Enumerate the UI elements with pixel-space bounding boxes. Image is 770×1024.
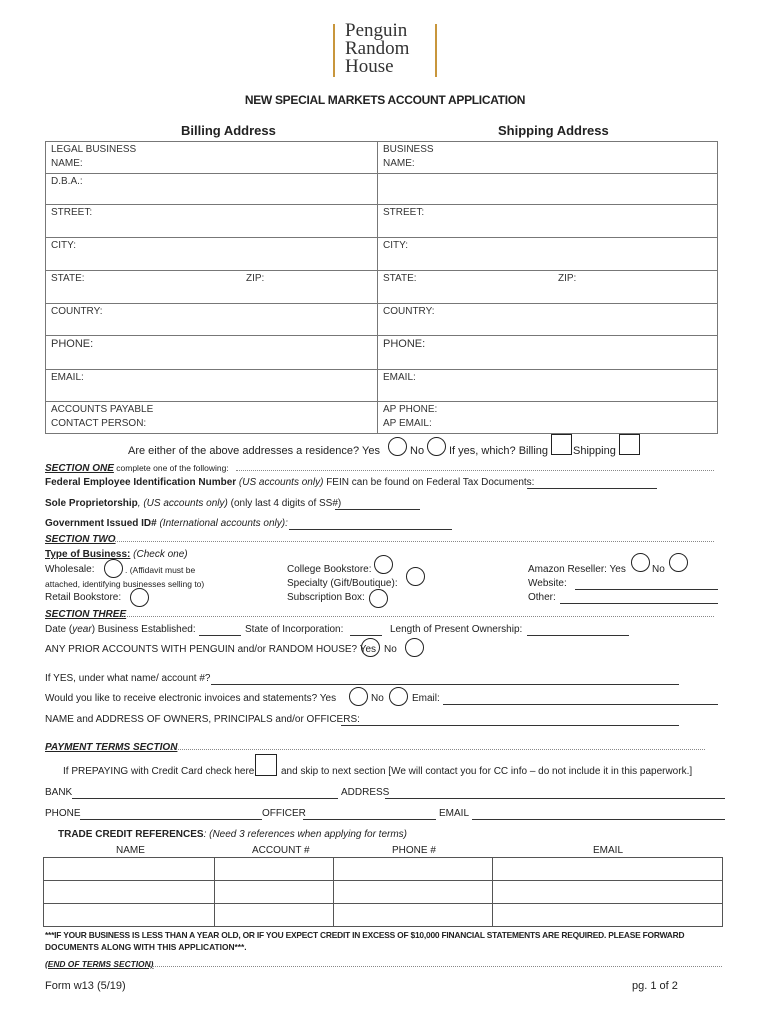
billing-dba-field[interactable] (46, 174, 378, 205)
ref-cell[interactable] (215, 881, 334, 904)
ref-cell[interactable] (334, 904, 493, 927)
attached-note: attached, identifying businesses selling to) (45, 579, 205, 589)
label: AP PHONE: (383, 404, 438, 415)
label: STREET: (51, 207, 93, 218)
label: BUSINESS (383, 144, 434, 155)
trade-references-table (43, 857, 723, 927)
section-one-note: complete one of the following: (113, 463, 229, 473)
residence-shipping-checkbox[interactable] (619, 434, 640, 455)
gov-id-input[interactable] (289, 529, 452, 530)
sole-note: , (US accounts only) (137, 498, 228, 509)
ref-cell[interactable] (493, 858, 723, 881)
col-phone: PHONE # (392, 845, 436, 856)
label: ACCOUNTS PAYABLE (51, 404, 154, 415)
bank-input[interactable] (72, 798, 338, 799)
type-row (45, 549, 188, 560)
fein-input[interactable] (527, 488, 657, 489)
end-terms-title: (END OF TERMS SECTION) (45, 959, 154, 969)
ref-cell[interactable] (44, 858, 215, 881)
residence-shipping-label: Shipping (573, 445, 616, 457)
residence-yes-radio[interactable] (388, 437, 407, 456)
form-number: Form w13 (5/19) (45, 980, 126, 992)
retail-label: Retail Bookstore: (45, 592, 122, 603)
billing-country-field[interactable] (46, 304, 378, 336)
divider (236, 470, 714, 471)
prepay-note: and skip to next section [We will contact you for CC info – do not include it in this paperwork.] (281, 766, 693, 777)
billing-street-field[interactable] (46, 205, 378, 238)
wholesale-radio[interactable] (104, 559, 123, 578)
section-three-title: SECTION THREE (45, 609, 127, 620)
gov-id-row (45, 518, 288, 529)
billing-ap-contact-field[interactable] (46, 402, 378, 434)
shipping-business-name-field[interactable] (378, 142, 718, 174)
other-label: Other: (528, 592, 556, 603)
page-title: NEW SPECIAL MARKETS ACCOUNT APPLICATION (244, 93, 526, 107)
subscription-label: Subscription Box: (287, 592, 365, 603)
trade-refs-heading (58, 829, 407, 840)
gov-id-label: Government Issued ID# (45, 518, 157, 529)
prepay-label: If PREPAYING with Credit Card check here (63, 766, 255, 777)
label: STATE: (51, 273, 85, 284)
fein-label: Federal Employee Identification Number (45, 477, 237, 488)
amazon-yes-radio[interactable] (631, 553, 650, 572)
address-table (45, 141, 718, 434)
specialty-radio[interactable] (406, 567, 425, 586)
owners-label: NAME and ADDRESS OF OWNERS, PRINCIPALS and/or OFFICERS: (45, 714, 360, 725)
billing-legal-name-field[interactable] (46, 142, 378, 174)
col-account: ACCOUNT # (252, 845, 310, 856)
ref-cell[interactable] (44, 904, 215, 927)
sole-label: Sole Proprietorship (45, 498, 138, 509)
retail-radio[interactable] (130, 588, 149, 607)
amazon-no-radio[interactable] (669, 553, 688, 572)
divider (112, 541, 714, 542)
date-established-input[interactable] (199, 635, 241, 636)
amazon-no-label: No (652, 564, 665, 575)
officer-label: OFFICER (262, 808, 306, 819)
specialty-label: Specialty (Gift/Boutique): (287, 578, 398, 589)
logo-line: House (345, 56, 394, 77)
shipping-ap-field[interactable] (378, 402, 718, 434)
ref-cell[interactable] (334, 881, 493, 904)
gov-id-note: (International accounts only): (156, 518, 288, 529)
type-label: Type of Business: (45, 549, 131, 560)
invoice-email-input[interactable] (443, 704, 718, 705)
type-note: (Check one) (130, 549, 188, 560)
state-incorporation-input[interactable] (350, 635, 382, 636)
ref-cell[interactable] (493, 904, 723, 927)
bank-label: BANK (45, 787, 73, 798)
label: EMAIL: (383, 372, 416, 383)
page-number: pg. 1 of 2 (632, 980, 678, 992)
label: CONTACT PERSON: (51, 418, 147, 429)
date-year: year (72, 624, 92, 635)
label: LEGAL BUSINESS (51, 144, 137, 155)
length-ownership-input[interactable] (527, 635, 629, 636)
residence-which-label: If yes, which? Billing (449, 445, 549, 457)
label: COUNTRY: (51, 306, 103, 317)
ref-cell[interactable] (44, 881, 215, 904)
owners-input[interactable] (341, 725, 679, 726)
sole-text: (only last 4 digits of SS#) (227, 498, 342, 509)
logo-bar-left (333, 24, 335, 77)
divider (170, 749, 705, 750)
label: AP EMAIL: (383, 418, 432, 429)
shipping-city-field[interactable] (378, 238, 718, 271)
officer-input[interactable] (303, 819, 436, 820)
shipping-state-zip-field[interactable] (378, 271, 718, 304)
label: PHONE: (383, 338, 426, 350)
invoices-label: Would you like to receive electronic invoices and statements? Yes (45, 693, 337, 704)
subscription-radio[interactable] (369, 589, 388, 608)
length-ownership-label: Length of Present Ownership: (390, 624, 523, 635)
shipping-email-field[interactable] (378, 370, 718, 402)
prior-no-radio[interactable] (405, 638, 424, 657)
invoices-no-radio[interactable] (389, 687, 408, 706)
residence-question: Are either of the above addresses a residence? Yes (128, 445, 380, 457)
invoices-no-label: No (371, 693, 384, 704)
address-label: ADDRESS (341, 787, 390, 798)
logo (345, 22, 409, 76)
label: PHONE: (51, 338, 94, 350)
financial-notice-2: DOCUMENTS ALONG WITH THIS APPLICATION***. (45, 942, 247, 952)
shipping-country-field[interactable] (378, 304, 718, 336)
ssn-input[interactable] (335, 509, 420, 510)
label: NAME: (383, 158, 415, 169)
invoice-email-label: Email: (412, 693, 440, 704)
label: EMAIL: (51, 372, 84, 383)
label: ZIP: (246, 273, 265, 284)
prior-no-label: No (384, 644, 397, 655)
fein-row (45, 477, 534, 488)
divider (150, 966, 722, 967)
billing-heading: Billing Address (181, 123, 276, 138)
payment-title: PAYMENT TERMS SECTION (45, 742, 178, 753)
residence-no-label: No (410, 445, 425, 457)
logo-line: Penguin (345, 20, 408, 41)
fein-note: (US accounts only) (236, 477, 324, 488)
section-one-title: SECTION ONE (45, 463, 114, 474)
billing-city-field[interactable] (46, 238, 378, 271)
logo-bar-right (435, 24, 437, 77)
shipping-heading: Shipping Address (498, 123, 609, 138)
date-text: ) Business Established: (91, 624, 196, 635)
prior-yes-radio[interactable] (361, 638, 380, 657)
financial-notice-1: ***IF YOUR BUSINESS IS LESS THAN A YEAR OLD, OR IF YOU EXPECT CREDIT IN EXCESS OF $10,000 FINANCIAL STATEMENTS ARE REQUIRED. PLEASE FORWARD (45, 930, 685, 940)
billing-phone-field[interactable] (46, 336, 378, 370)
shipping-street-field[interactable] (378, 205, 718, 238)
label: STATE: (383, 273, 417, 284)
logo-line: Random (345, 38, 410, 59)
website-input[interactable] (575, 589, 718, 590)
prior-name-input[interactable] (211, 684, 679, 685)
ref-cell[interactable] (215, 858, 334, 881)
shipping-phone-field[interactable] (378, 336, 718, 370)
other-input[interactable] (560, 603, 718, 604)
label: NAME: (51, 158, 83, 169)
section-two-title: SECTION TWO (45, 534, 116, 545)
affidavit-note: . (Affidavit must be (125, 565, 196, 575)
residence-billing-checkbox[interactable] (551, 434, 572, 455)
invoices-yes-radio[interactable] (349, 687, 368, 706)
trade-refs-label: TRADE CREDIT REFERENCES (58, 829, 204, 840)
payment-email-input[interactable] (472, 819, 725, 820)
date-established-row (45, 624, 196, 635)
fein-text: FEIN can be found on Federal Tax Documents: (323, 477, 535, 488)
payment-email-label: EMAIL (439, 808, 470, 819)
section-one-heading (45, 463, 229, 474)
prior-name-label: If YES, under what name/ account #? (45, 673, 211, 684)
date-label: Date ( (45, 624, 73, 635)
state-incorporation-label: State of Incorporation: (245, 624, 344, 635)
college-radio[interactable] (374, 555, 393, 574)
label: CITY: (383, 240, 409, 251)
billing-state-zip-field[interactable] (46, 271, 378, 304)
label: CITY: (51, 240, 77, 251)
amazon-label: Amazon Reseller: Yes (528, 564, 626, 575)
shipping-empty-field[interactable] (378, 174, 718, 205)
divider (118, 616, 714, 617)
col-email: EMAIL (593, 845, 624, 856)
label: COUNTRY: (383, 306, 435, 317)
label: D.B.A.: (51, 176, 83, 187)
col-name: NAME (116, 845, 145, 856)
label: ZIP: (558, 273, 577, 284)
college-label: College Bookstore: (287, 564, 372, 575)
label: STREET: (383, 207, 425, 218)
ref-cell[interactable] (215, 904, 334, 927)
sole-row (45, 498, 341, 509)
phone-label: PHONE (45, 808, 81, 819)
address-input[interactable] (385, 798, 725, 799)
website-label: Website: (528, 578, 567, 589)
wholesale-label: Wholesale: (45, 564, 95, 575)
phone-input[interactable] (80, 819, 262, 820)
billing-email-field[interactable] (46, 370, 378, 402)
prepay-checkbox[interactable] (255, 754, 277, 776)
ref-cell[interactable] (334, 858, 493, 881)
residence-no-radio[interactable] (427, 437, 446, 456)
prior-accounts-label: ANY PRIOR ACCOUNTS WITH PENGUIN and/or RANDOM HOUSE? Yes (45, 644, 377, 655)
trade-refs-note: : (Need 3 references when applying for terms) (203, 829, 408, 840)
ref-cell[interactable] (493, 881, 723, 904)
